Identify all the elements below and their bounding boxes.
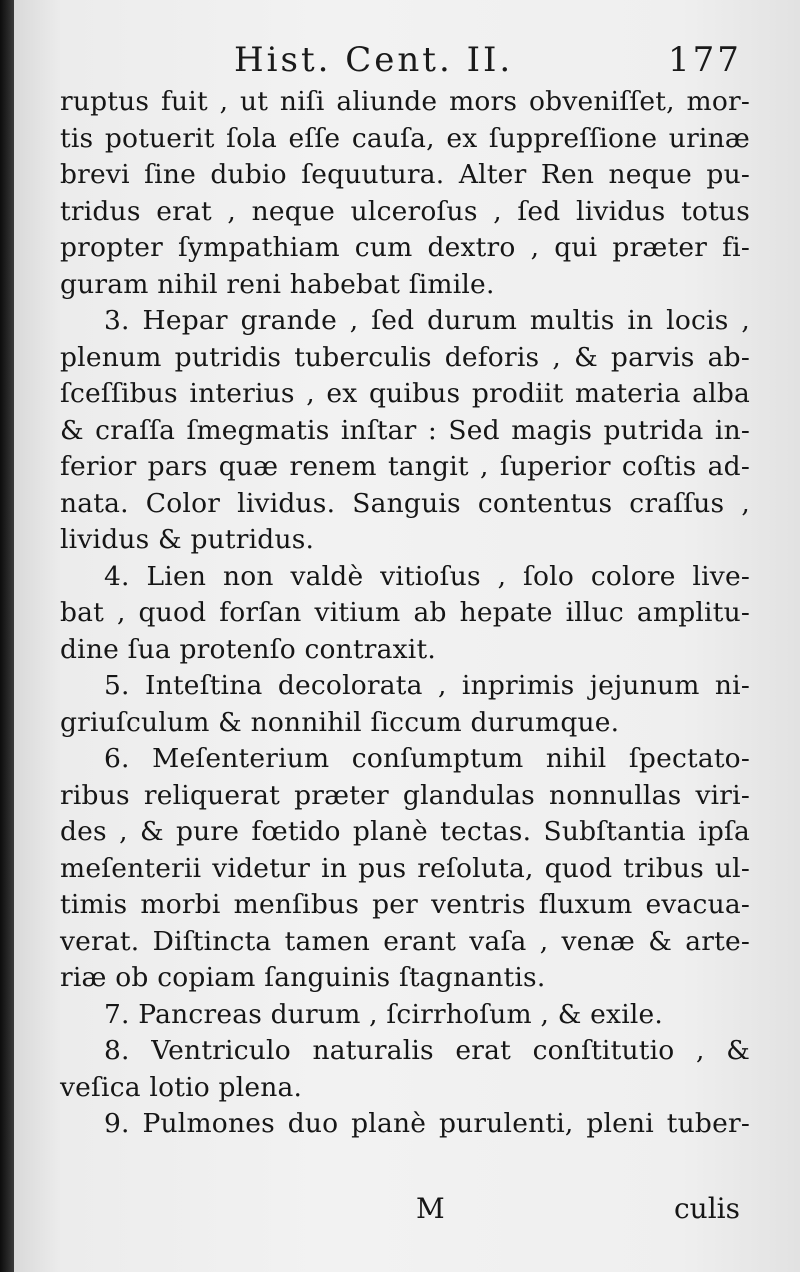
text-line: lividus & putridus. (60, 524, 315, 555)
text-line: des , & pure fœtido planè tectas. Subſtantia ipſa (60, 816, 750, 847)
binding-shadow (0, 0, 14, 1272)
text-line: tis potuerit ſola eſſe cauſa, ex ſuppreſſione urinæ (60, 122, 750, 154)
signature-mark: M (416, 1192, 445, 1225)
text-line: nata. Color lividus. Sanguis contentus craſſus , (60, 487, 750, 519)
text-line: timis morbi menſibus per ventris fluxum evacua- (60, 889, 750, 920)
text-line: riæ ob copiam ſanguinis ſtagnantis. (60, 962, 546, 993)
page-number: 177 (668, 40, 742, 80)
text-line: 4. Lien non valdè vitioſus , ſolo colore live- (104, 560, 750, 592)
running-title: Hist. Cent. II. (234, 40, 514, 80)
text-line: griuſculum & nonnihil ſiccum durumque. (60, 706, 620, 738)
catchword: culis (674, 1192, 740, 1225)
text-line: plenum putridis tuberculis deforis , & parvis ab- (60, 341, 750, 373)
text-line: tridus erat , neque ulceroſus , ſed lividus totus (60, 195, 750, 227)
running-header (234, 40, 754, 84)
text-line: guram nihil reni habebat ſimile. (60, 268, 495, 300)
text-line: ſceſſibus interius , ex quibus prodiit materia alba (60, 378, 750, 409)
text-line: veſica lotio plena. (60, 1071, 303, 1103)
page-footer (60, 1192, 740, 1232)
text-line: & craſſa ſmegmatis inſtar : Sed magis putrida in- (60, 414, 750, 446)
text-line: 8. Ventriculo naturalis erat conſtitutio , & (104, 1035, 750, 1066)
text-line: propter ſympathiam cum dextro , qui præter fi- (60, 232, 750, 263)
text-line: brevi ſine dubio ſequutura. Alter Ren neque pu- (60, 159, 750, 190)
text-line: meſenterii videtur in pus reſoluta, quod tribus ul- (60, 852, 750, 884)
text-line: 9. Pulmones duo planè purulenti, pleni tuber- (104, 1108, 750, 1139)
text-line: ribus reliquerat præter glandulas nonnullas viri- (60, 779, 750, 811)
text-line: bat , quod forſan vitium ab hepate illuc amplitu- (60, 597, 750, 628)
body-text (60, 84, 750, 1143)
text-line: ruptus fuit , ut niſi aliunde mors obveniſſet, mor- (60, 86, 750, 117)
text-line: verat. Diſtincta tamen erant vaſa , venæ & arte- (60, 925, 750, 957)
text-line: 7. Pancreas durum , ſcirrhoſum , & exile. (104, 998, 664, 1030)
text-line: dine ſua protenſo contraxit. (60, 633, 436, 665)
text-line: 6. Meſenterium conſumptum nihil ſpectato- (104, 743, 750, 774)
text-line: 3. Hepar grande , ſed durum multis in locis , (104, 305, 750, 336)
text-line: 5. Inteſtina decolorata , inprimis jejunum ni- (104, 670, 750, 701)
text-line: ferior pars quæ renem tangit , ſuperior coſtis ad- (60, 451, 750, 482)
